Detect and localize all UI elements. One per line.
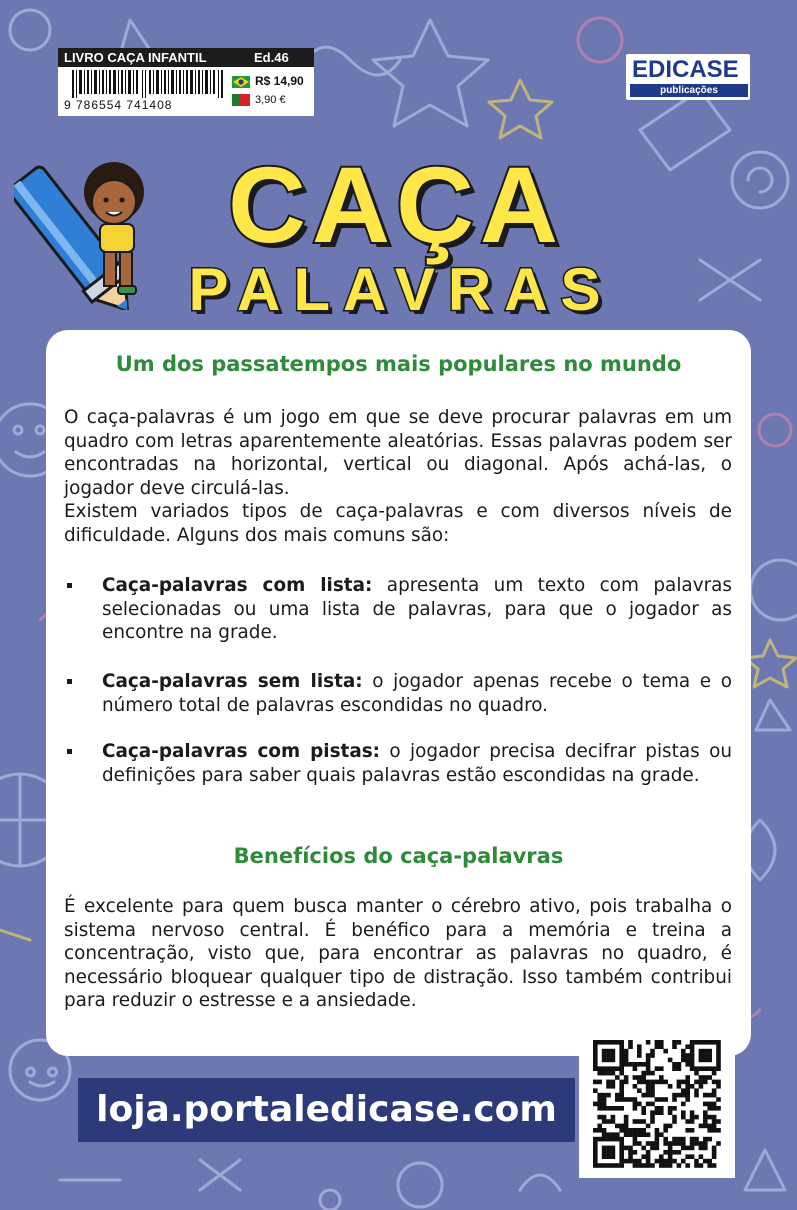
list-item-term: Caça-palavras com pistas: [102,741,381,762]
list-item-term: Caça-palavras com lista: [102,575,373,596]
bullet-icon [67,679,72,684]
benefits-paragraph: É excelente para quem busca manter o cérebro ativo, pois trabalha o sistema nervoso central. É benéfico para a memória e treina a concentração, visto que, para encontrar as palavras no quadro, é necessário bloquear qualquer tipo de distração. Isso também contribui para reduzir o estresse e a ansiedade. [64,896,732,1011]
list-item-text: apresenta um texto com palavras selecionadas ou uma lista de palavras, para que o jogador as encontre na grade. [102,575,732,643]
list-item-term: Caça-palavras sem lista: [102,671,363,692]
price-portugal [232,94,286,106]
heading-popular: Um dos passatempos mais populares no mundo [115,352,682,376]
barcode-bars [72,70,224,98]
edition-header [58,48,314,67]
intro-paragraph-2: Existem variados tipos de caça-palavras e com diversos níveis de dificuldade. Alguns dos mais comuns são: [64,501,732,546]
store-url-bar [78,1078,575,1142]
intro-text [64,406,732,547]
portugal-flag-icon [232,94,250,106]
publisher-name: EDICASE [632,56,739,83]
title-line-2: PALAVRAS [188,256,614,323]
price-brazil [232,74,304,88]
content-panel [46,330,751,1056]
bullet-icon [67,749,72,754]
intro-paragraph-1: O caça-palavras é um jogo em que se deve procurar palavras em um quadro com letras aparentemente aleatórias. Essas palavras podem ser encontradas na horizontal, vertical ou diagonal. Após achá-las, o jogador deve circulá-las. [64,407,732,499]
brazil-flag-icon [232,76,250,88]
edition-label: LIVRO CAÇA INFANTIL [64,50,207,65]
publisher-logo [626,54,750,100]
edition-number: Ed.46 [254,50,289,65]
barcode-label [58,48,314,116]
list-item-text: o jogador apenas recebe o tema e o número total de palavras escondidas no quadro. [102,671,732,716]
price-portugal-value: 3,90 € [255,94,286,106]
list-item-text: o jogador precisa decifrar pistas ou definições para saber quais palavras estão escondidas na grade. [102,741,732,786]
qr-code [579,1030,735,1178]
publisher-subtitle: publicações [630,84,748,97]
barcode-number: 9 786554 741408 [64,98,173,112]
kid-with-pencil-illustration [14,140,164,310]
title-line-1: CAÇA [228,144,564,265]
bullet-icon [67,583,72,588]
heading-benefits: Benefícios do caça-palavras [233,844,564,868]
store-url: loja.portaledicase.com [96,1089,557,1130]
qr-code-icon [579,1030,735,1178]
price-brazil-value: R$ 14,90 [255,74,304,88]
